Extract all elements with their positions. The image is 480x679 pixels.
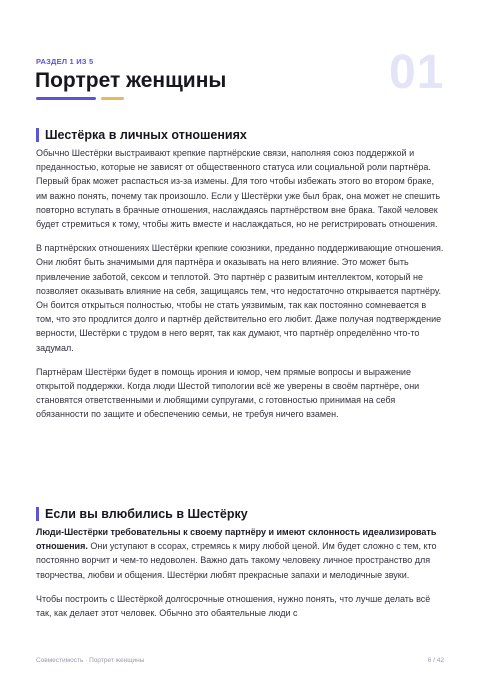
section-heading — [36, 126, 444, 144]
section-title: Если вы влюбились в Шестёрку — [45, 507, 248, 521]
paragraph: В партнёрских отношениях Шестёрки крепкие союзники, преданно поддерживающие отношения. Они любят быть значимыми для партнёра и оказывать на него влияние. Это может быть привлечение заботой, сексом и теплотой. Это партнёр с развитым интеллектом, который не позволяет оказывать влияние на себя, защищаясь тем, что недостаточно открывается партнёру. Он боится открыться полностью, чтобы не стать уязвимым, так как постоянно сомневается в том, что это продлится долго и партнёр действительно его любит. Даже получая подтверждение верности, Шестёрки с трудом в него верят, так как думают, что партнёр определённо что-то задумал. — [36, 243, 444, 353]
paragraph: Чтобы построить с Шестёркой долгосрочные отношения, нужно понять, что лучше делать всё так, как делает этот человек. Обычно это обаятельные люди с — [36, 593, 431, 619]
page-title: Портрет женщины — [35, 69, 227, 92]
paragraph: Обычно Шестёрки выстраивают крепкие партнёрские связи, наполняя союз поддержкой и преданностью, которые не зависят от общественного статуса или социальной роли партнёра. Первый брак может распасться из-за измены. Для того чтобы избежать этого во втором браке, им важно понять, почему так произошло. Если у Шестёрки уже был брак, она может не спешить повторно вступать в брачные отношения, наслаждаясь партнёрством вне брака. Такой человек будет стремиться к тому, чтобы жить вместе и наслаждаться, но не регистрировать отношения. — [36, 148, 441, 230]
section-title: Шестёрка в личных отношениях — [45, 128, 247, 142]
paragraph-lead-bold: Люди-Шестёрки требовательны к своему партнёру и имеют склонность идеализировать отношения. — [36, 527, 437, 552]
section-personal-relationships — [36, 126, 444, 432]
section-falling-in-love — [36, 505, 444, 630]
title-underline-accent — [101, 97, 124, 100]
section-number: 01 — [389, 46, 445, 99]
section-eyebrow: РАЗДЕЛ 1 ИЗ 5 — [36, 57, 94, 66]
section-heading — [36, 505, 444, 523]
paragraph-rest: Они уступают в ссорах, стремясь к миру любой ценой. Им будет сложно с тем, кто постоянно ворчит и чем-то недоволен. Важно дать такому человеку личное пространство для творчества, любви и общения. Шестёрки любят прекрасные запахи и мелодичные звуки. — [36, 541, 437, 580]
footer-page-number: 6 / 42 — [427, 657, 444, 664]
heading-accent-bar — [36, 128, 39, 142]
heading-accent-bar — [36, 507, 39, 521]
footer-document-label: Совместимость · Портрет женщины — [36, 657, 145, 664]
paragraph: Партнёрам Шестёрки будет в помощь ирония и юмор, чем прямые вопросы и выражение открытой поддержки. Когда люди Шестой типологии всё же уверены в своём партнёре, они становятся ответственными и любящими супругами, с готовностью принимая на себя обязанности по защите и обеспечению семьи, не требуя ничего взамен. — [36, 366, 420, 420]
paragraph — [36, 525, 444, 582]
title-underline-primary — [36, 97, 96, 100]
